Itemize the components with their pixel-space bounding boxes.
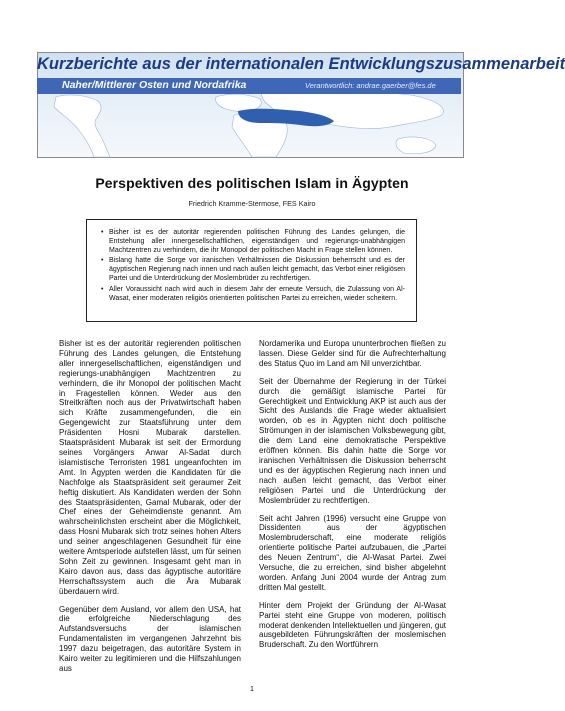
map-americas — [54, 95, 110, 157]
body-column-left — [59, 339, 241, 682]
body-paragraph: Nordamerika und Europa ununterbrochen fließen zu lassen. Diese Gelder sind für die Aufrechterhaltung des Status Quo im Land am Nil unverzichtbar. — [259, 339, 446, 368]
body-paragraph: Seit acht Jahren (1996) versucht eine Gruppe von Dissidenten aus der ägyptischen Moslembruderschaft, eine moderate religiös orientierte politische Partei aufzubauen, die „Partei des Neuen Zentrum“, die Al-Wasat Partei. Zwei Versuche, die zu erreichen, sind bisher abgelehnt worden. Anfang Juni 2004 wurde der Antrag zum dritten Mal gestellt. — [259, 513, 446, 592]
body-paragraph: Bisher ist es der autoritär regierenden politischen Führung des Landes gelungen, die Entstehung aller innergesellschaftlichen, eigenständigen und regierungs-unabhängigen Machtzentren zu verhindern, die ihr Monopol der politischen Macht in Fragestellen können. Weder aus den Streitkräften noch aus der Privatwirtschaft haben sich Kräfte zusammengefunden, die ein Gegengewicht zur Staatsführung unter dem Präsidenten Hosni Mubarak darstellen. Staatspräsident Mubarak ist seit der Ermordung seines Vorgängers Anwar Al-Sadat durch islamistische Terroristen 1981 ungeanfochten im Amt. In Ägypten werden die Kandidaten für die Nachfolge als Staatspräsident seit geraumer Zeit heftig diskutiert. Als Kandidaten werden der Sohn des Staatspräsidenten, Gamal Mubarak, oder der Chef eines der Geheimdienste genannt. Am wahrscheinlichsten erscheint aber die Möglichkeit, dass Hosni Mubarak sich trotz seines hohen Alters und seiner angeschlagenen Gesundheit für eine weitere Amtsperiode aufstellen lässt, um für seinen Sohn Zeit zu gewinnen. Insgesamt geht man in Kairo davon aus, dass das ägyptische autoritäre Herrschaftssystem auch die Ära Mubarak überdauern wird. — [59, 339, 241, 596]
summary-list — [101, 228, 405, 304]
summary-box — [86, 219, 417, 322]
document-author: Friedrich Kramme-Stermose, FES Kairo — [188, 199, 316, 208]
series-title: Kurzberichte aus der internationalen Entwicklungszusammenarbeit — [37, 55, 565, 73]
summary-item: • Bislang hatte die Sorge vor iranischen Verhältnissen die Diskussion beherrscht und es der ägyptischen Regierung nach innen und nach außen leicht gemacht, das Verbot einer religiösen Partei und die Unterdrückung der Moslembrüder zu rechtfertigen. — [101, 256, 405, 283]
body-paragraph: Gegenüber dem Ausland, vor allem den USA, hat die erfolgreiche Niederschlagung des Aufstandsversuchs der islamischen Fundamentalisten im vergangenen Jahrzehnt bis 1997 dazu beigetragen, das autoritäre System in Kairo weiter zu legitimieren und die Hilfszahlungen aus — [59, 604, 241, 673]
page-number: 1 — [249, 684, 255, 693]
contact-label: Verantwortlich: andrae.gaerber@fes.de — [305, 81, 436, 90]
summary-item: • Aller Voraussicht nach wird auch in diesem Jahr der erneute Versuch, die Zulassung von Al-Wasat, einer moderaten religiös orientierten politischen Partei zu erreichen, wieder scheitern. — [101, 285, 405, 303]
document-title: Perspektiven des politischen Islam in Ägypten — [95, 175, 409, 191]
body-column-right — [259, 339, 446, 658]
region-label: Naher/Mittlerer Osten und Nordafrika — [62, 79, 247, 91]
map-australia — [396, 137, 436, 154]
summary-item: • Bisher ist es der autoritär regierenden politischen Führung des Landes gelungen, die Entstehung aller innergesellschaftlichen, eigenständigen und regierungs-unabhängigen Machtzentren zu verhindern, die ihr Monopol der politischen Macht in Frage stellen können. — [101, 228, 405, 255]
body-paragraph: Seit der Übernahme der Regierung in der Türkei durch die gemäßigt islamische Partei für Gerechtigkeit und Entwicklung AKP ist auch aus der Sicht des Auslands die Frage wieder aktualisiert worden, ob es in Ägypten nicht doch politische Strömungen in der islamischen Volksbewegung gibt, die dem Land eine demokratische Perspektive eröffnen können. Bis dahin hatte die Sorge vor iranischen Verhältnissen die Diskussion beherrscht und es der ägyptischen Regierung nach innen und nach außen leicht gemacht, das Verbot einer religiösen Partei und die Unterdrückung der Moslembrüder zu rechtfertigen. — [259, 376, 446, 505]
body-paragraph: Hinter dem Projekt der Gründung der Al-Wasat Partei steht eine Gruppe von moderen, politisch moderat denkenden Intellektuellen und jüngeren, gut ausgebildeten Führungskräften der moslemischen Bruderschaft. Zu den Wortführern — [259, 600, 446, 650]
